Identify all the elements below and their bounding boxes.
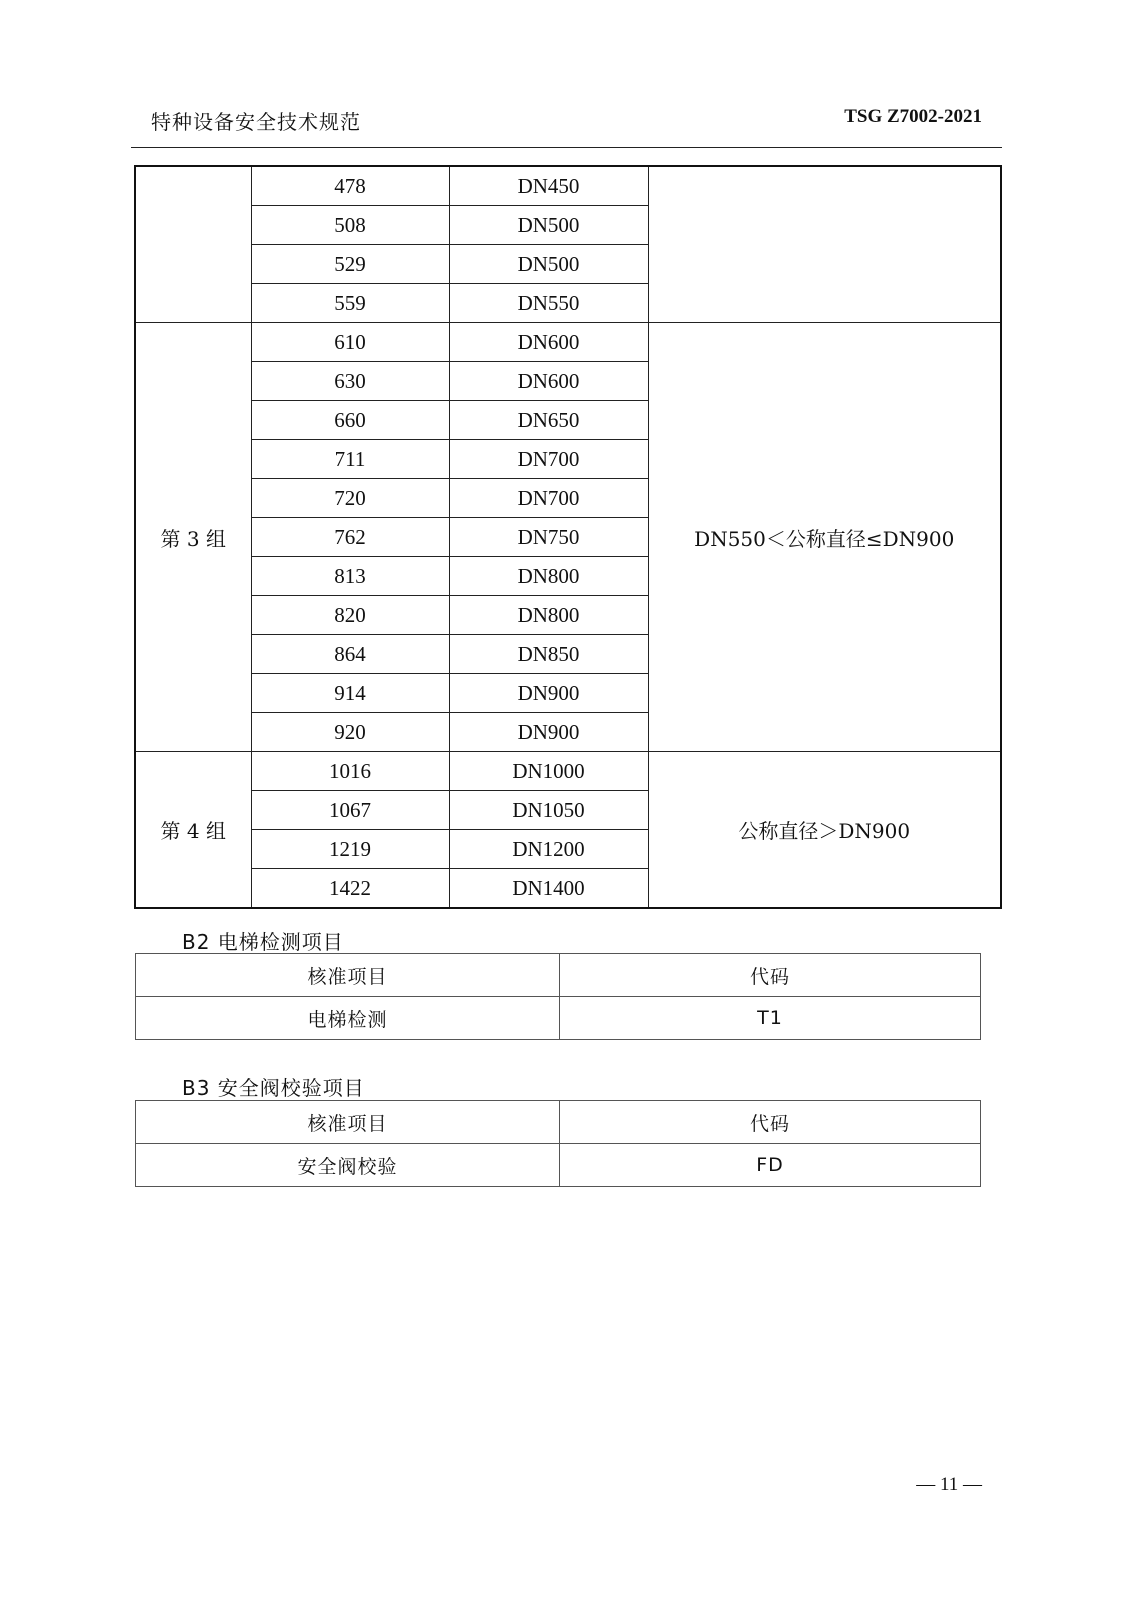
table-header-row [136, 954, 981, 997]
outer-diameter-cell: 610 [251, 323, 449, 362]
outer-diameter-cell: 630 [251, 362, 449, 401]
outer-diameter-cell: 529 [251, 245, 449, 284]
nominal-diameter-cell: DN850 [449, 635, 648, 674]
nominal-diameter-cell: DN450 [449, 166, 648, 206]
outer-diameter-cell: 1219 [251, 830, 449, 869]
outer-diameter-cell: 820 [251, 596, 449, 635]
pipe-size-table [134, 165, 1002, 909]
outer-diameter-cell: 762 [251, 518, 449, 557]
nominal-diameter-cell: DN900 [449, 713, 648, 752]
nominal-diameter-cell: DN800 [449, 596, 648, 635]
outer-diameter-cell: 559 [251, 284, 449, 323]
cell-code: T1 [560, 997, 981, 1040]
diameter-range-cell: DN550＜公称直径≤DN900 [648, 323, 1001, 752]
nominal-diameter-cell: DN550 [449, 284, 648, 323]
group-label-cell [135, 166, 251, 323]
nominal-diameter-cell: DN650 [449, 401, 648, 440]
table-row [136, 997, 981, 1040]
outer-diameter-cell: 813 [251, 557, 449, 596]
b2-table [135, 953, 981, 1040]
nominal-diameter-cell: DN750 [449, 518, 648, 557]
cell-code: FD [560, 1144, 981, 1187]
table-row [136, 1144, 981, 1187]
outer-diameter-cell: 720 [251, 479, 449, 518]
header-cell-item: 核准项目 [136, 954, 560, 997]
nominal-diameter-cell: DN700 [449, 479, 648, 518]
table-header-row [136, 1101, 981, 1144]
page-number: — 11 — [916, 1474, 982, 1495]
nominal-diameter-cell: DN800 [449, 557, 648, 596]
nominal-diameter-cell: DN500 [449, 206, 648, 245]
nominal-diameter-cell: DN900 [449, 674, 648, 713]
header-title: 特种设备安全技术规范 [151, 110, 361, 134]
nominal-diameter-cell: DN1200 [449, 830, 648, 869]
nominal-diameter-cell: DN700 [449, 440, 648, 479]
b2-title: B2 电梯检测项目 [182, 930, 344, 954]
outer-diameter-cell: 914 [251, 674, 449, 713]
b3-table [135, 1100, 981, 1187]
outer-diameter-cell: 711 [251, 440, 449, 479]
table-row [135, 166, 1001, 206]
header-cell-item: 核准项目 [136, 1101, 560, 1144]
outer-diameter-cell: 660 [251, 401, 449, 440]
group-label-cell: 第 4 组 [135, 752, 251, 909]
nominal-diameter-cell: DN1400 [449, 869, 648, 909]
table-row [135, 752, 1001, 791]
table-row [135, 323, 1001, 362]
outer-diameter-cell: 508 [251, 206, 449, 245]
cell-item: 安全阀校验 [136, 1144, 560, 1187]
nominal-diameter-cell: DN500 [449, 245, 648, 284]
outer-diameter-cell: 920 [251, 713, 449, 752]
outer-diameter-cell: 864 [251, 635, 449, 674]
header-cell-code: 代码 [560, 954, 981, 997]
diameter-range-cell [648, 166, 1001, 323]
nominal-diameter-cell: DN600 [449, 362, 648, 401]
outer-diameter-cell: 1422 [251, 869, 449, 909]
b3-title: B3 安全阀校验项目 [182, 1076, 365, 1100]
nominal-diameter-cell: DN1000 [449, 752, 648, 791]
nominal-diameter-cell: DN1050 [449, 791, 648, 830]
pipe-size-table-body [135, 166, 1001, 908]
outer-diameter-cell: 1016 [251, 752, 449, 791]
header-cell-code: 代码 [560, 1101, 981, 1144]
outer-diameter-cell: 478 [251, 166, 449, 206]
nominal-diameter-cell: DN600 [449, 323, 648, 362]
group-label-cell: 第 3 组 [135, 323, 251, 752]
header-code: TSG Z7002-2021 [844, 106, 982, 127]
cell-item: 电梯检测 [136, 997, 560, 1040]
outer-diameter-cell: 1067 [251, 791, 449, 830]
diameter-range-cell: 公称直径＞DN900 [648, 752, 1001, 909]
header-rule [131, 147, 1002, 148]
